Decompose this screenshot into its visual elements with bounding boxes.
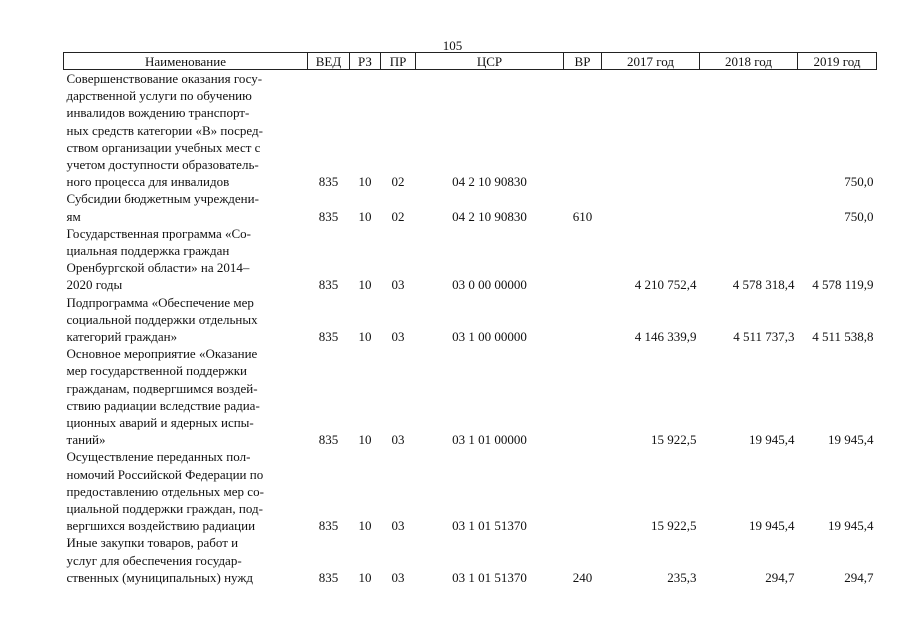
amount-2017-cell: 4 146 339,9 xyxy=(634,329,697,345)
amount-2019-cell: 19 945,4 xyxy=(828,518,874,534)
amount-2019-cell: 4 578 119,9 xyxy=(812,277,874,293)
vr-cell xyxy=(564,225,602,294)
row-name xyxy=(64,225,308,294)
row-name-line: ством организации учебных мест с xyxy=(66,139,261,155)
amount-2019-cell: 750,0 xyxy=(844,208,874,224)
table-row xyxy=(64,448,877,534)
row-name-line: социальной поддержки отдельных xyxy=(66,311,258,327)
amount-2018-cell xyxy=(700,190,798,224)
pr-cell: 03 xyxy=(391,518,405,534)
ved-cell: 835 xyxy=(318,277,339,293)
row-name xyxy=(64,345,308,448)
amount-2018-cell: 4 578 318,4 xyxy=(732,277,795,293)
rz-cell: 10 xyxy=(358,432,372,448)
rz-cell: 10 xyxy=(358,569,372,585)
amount-2017-cell xyxy=(602,190,700,224)
rz-cell: 10 xyxy=(358,518,372,534)
row-name-line: ного процесса для инвалидов xyxy=(66,174,230,190)
row-name-line: дарственной услуги по обучению xyxy=(66,88,252,104)
header-2017: 2017 год xyxy=(602,53,700,70)
row-name-line: ционных аварий и ядерных испы- xyxy=(66,415,254,431)
row-name-line: номочий Российской Федерации по xyxy=(66,466,264,482)
vr-cell xyxy=(564,345,602,448)
csr-cell: 03 1 00 00000 xyxy=(452,329,527,345)
ved-cell: 835 xyxy=(318,208,339,224)
page-number: 105 xyxy=(442,38,463,53)
row-name xyxy=(64,190,308,224)
csr-cell: 04 2 10 90830 xyxy=(452,174,527,190)
csr-cell: 03 0 00 00000 xyxy=(452,277,527,293)
row-name-line: Основное мероприятие «Оказание xyxy=(66,346,258,362)
amount-2019-cell: 19 945,4 xyxy=(828,432,874,448)
vr-cell: 240 xyxy=(572,569,593,585)
table-row xyxy=(64,225,877,294)
amount-2018-cell: 19 945,4 xyxy=(749,518,795,534)
ved-cell: 835 xyxy=(318,432,339,448)
table-row xyxy=(64,534,877,586)
row-name xyxy=(64,294,308,346)
row-name xyxy=(64,448,308,534)
amount-2018-cell xyxy=(700,70,798,191)
row-name-line: услуг для обеспечения государ- xyxy=(66,552,242,568)
header-csr: ЦСР xyxy=(416,53,564,70)
header-2019: 2019 год xyxy=(798,53,877,70)
amount-2017-cell xyxy=(602,70,700,191)
row-name-line: мер государственной поддержки xyxy=(66,363,247,379)
row-name-line: Подпрограмма «Обеспечение мер xyxy=(66,294,254,310)
row-name-line: 2020 годы xyxy=(66,277,123,293)
amount-2019-cell: 750,0 xyxy=(844,174,874,190)
row-name-line: ям xyxy=(66,208,81,224)
row-name-line: Совершенствование оказания госу- xyxy=(66,71,263,86)
row-name xyxy=(64,70,308,191)
vr-cell xyxy=(564,448,602,534)
ved-cell: 835 xyxy=(318,174,339,190)
rz-cell: 10 xyxy=(358,208,372,224)
table-row xyxy=(64,294,877,346)
row-name-line: вергшихся воздействию радиации xyxy=(66,518,256,534)
rz-cell: 10 xyxy=(358,329,372,345)
header-ved: ВЕД xyxy=(308,53,350,70)
row-name-line: предоставлению отдельных мер со- xyxy=(66,483,264,499)
row-name-line: Иные закупки товаров, работ и xyxy=(66,535,239,551)
amount-2017-cell: 4 210 752,4 xyxy=(634,277,697,293)
table-row xyxy=(64,70,877,191)
row-name-line: Оренбургской области» на 2014– xyxy=(66,260,250,276)
pr-cell: 02 xyxy=(391,174,405,190)
row-name-line: категорий граждан» xyxy=(66,329,178,345)
rz-cell: 10 xyxy=(358,174,372,190)
amount-2017-cell: 15 922,5 xyxy=(651,518,697,534)
row-name-line: Субсидии бюджетным учреждени- xyxy=(66,191,259,207)
row-name-line: учетом доступности образователь- xyxy=(66,157,259,173)
row-name-line: ственных (муниципальных) нужд xyxy=(66,569,253,585)
row-name-line: циальная поддержка граждан xyxy=(66,243,230,259)
header-pr: ПР xyxy=(381,53,416,70)
row-name-line: ствию радиации вследствие радиа- xyxy=(66,397,260,413)
row-name-line: циальной поддержки граждан, под- xyxy=(66,501,263,517)
amount-2018-cell: 294,7 xyxy=(765,569,795,585)
ved-cell: 835 xyxy=(318,569,339,585)
row-name-line: гражданам, подвергшимся воздей- xyxy=(66,380,258,396)
row-name-line: Осуществление переданных пол- xyxy=(66,449,251,465)
row-name-line: ных средств категории «В» посред- xyxy=(66,122,263,138)
pr-cell: 03 xyxy=(391,569,405,585)
amount-2018-cell: 4 511 737,3 xyxy=(733,329,795,345)
header-vr: ВР xyxy=(564,53,602,70)
amount-2018-cell: 19 945,4 xyxy=(749,432,795,448)
vr-cell: 610 xyxy=(572,208,593,224)
header-name: Наименование xyxy=(64,53,308,70)
table-row xyxy=(64,190,877,224)
pr-cell: 03 xyxy=(391,329,405,345)
table-row xyxy=(64,345,877,448)
header-2018: 2018 год xyxy=(700,53,798,70)
csr-cell: 04 2 10 90830 xyxy=(452,208,527,224)
vr-cell xyxy=(564,294,602,346)
row-name-line: инвалидов вождению транспорт- xyxy=(66,105,250,121)
pr-cell: 02 xyxy=(391,208,405,224)
header-rz: РЗ xyxy=(350,53,381,70)
row-name-line: Государственная программа «Со- xyxy=(66,225,252,241)
row-name xyxy=(64,534,308,586)
vr-cell xyxy=(564,70,602,191)
ved-cell: 835 xyxy=(318,518,339,534)
pr-cell: 03 xyxy=(391,277,405,293)
csr-cell: 03 1 01 51370 xyxy=(452,518,527,534)
rz-cell: 10 xyxy=(358,277,372,293)
amount-2017-cell: 15 922,5 xyxy=(651,432,697,448)
header-row xyxy=(64,53,877,70)
budget-table xyxy=(63,52,877,586)
amount-2017-cell: 235,3 xyxy=(667,569,697,585)
csr-cell: 03 1 01 00000 xyxy=(452,432,527,448)
pr-cell: 03 xyxy=(391,432,405,448)
amount-2019-cell: 294,7 xyxy=(844,569,874,585)
csr-cell: 03 1 01 51370 xyxy=(452,569,527,585)
amount-2019-cell: 4 511 538,8 xyxy=(812,329,874,345)
row-name-line: таний» xyxy=(66,432,106,448)
ved-cell: 835 xyxy=(318,329,339,345)
